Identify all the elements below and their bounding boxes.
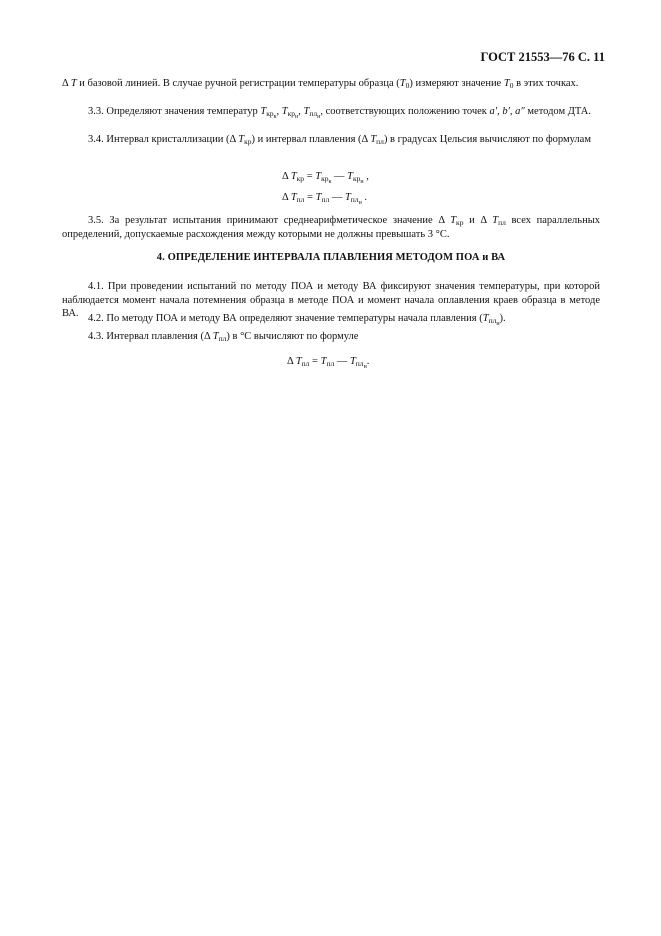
paragraph-4-2: 4.2. По методу ПОА и методу ВА определяют значение температуры начала плавления $(T_{пл_н})$. (88, 313, 506, 327)
section-4-title: 4. ОПРЕДЕЛЕНИЕ ИНТЕРВАЛА ПЛАВЛЕНИЯ МЕТОДОМ ПОА и ВА (156, 252, 506, 263)
paragraph-4-1: 4.1. При проведении испытаний по методу ПОА и методу ВА фиксируют значения температуры, при которой наблюдается момент начала потемнения образца в методе ПОА и момент начала оплавления краев образца в методе ВА. (62, 281, 600, 320)
formula-melting-interval-poa-va: Δ $T_{пл} = T_{пл}$ — $T_{пл_н}$. (287, 356, 370, 370)
paragraph-3-5: 3.5. За результат испытания принимают среднеарифметическое значение Δ $T_{кр}$ и Δ $T_{пл}$ всех параллельных определений, допускаемые расхождения между которыми не должны превышать 3 °С. (62, 215, 600, 240)
paragraph-3-2-continuation: Δ T и базовой линией. В случае ручной регистрации температуры образца $(T_0)$ измеряют значение $T_0$ в этих точках. (62, 78, 579, 90)
page-header: ГОСТ 21553—76 С. 11 (480, 50, 605, 64)
formula-crystallization-interval: Δ $T_{кр} = T_{кр_к}$ — $T_{кр_н}$ , (282, 171, 369, 185)
formula-melting-interval: Δ $T_{пл} = T_{пл}$ — $T_{пл_н}$ . (282, 192, 368, 206)
paragraph-3-4: 3.4. Интервал кристаллизации (Δ $T_{кр}$) и интервал плавления (Δ $T_{пл}$) в градусах Цельсия вычисляют по формулам (88, 134, 591, 146)
paragraph-3-3: 3.3. Определяют значения температур $T_{кр_к}$, $T_{кр_н}$, $T_{пл_н}$, соответствующих положению точек a′, b′, a″ методом ДТА. (88, 106, 592, 120)
paragraph-4-3: 4.3. Интервал плавления (Δ $T_{пл}$) в °С вычисляют по формуле (88, 331, 359, 343)
